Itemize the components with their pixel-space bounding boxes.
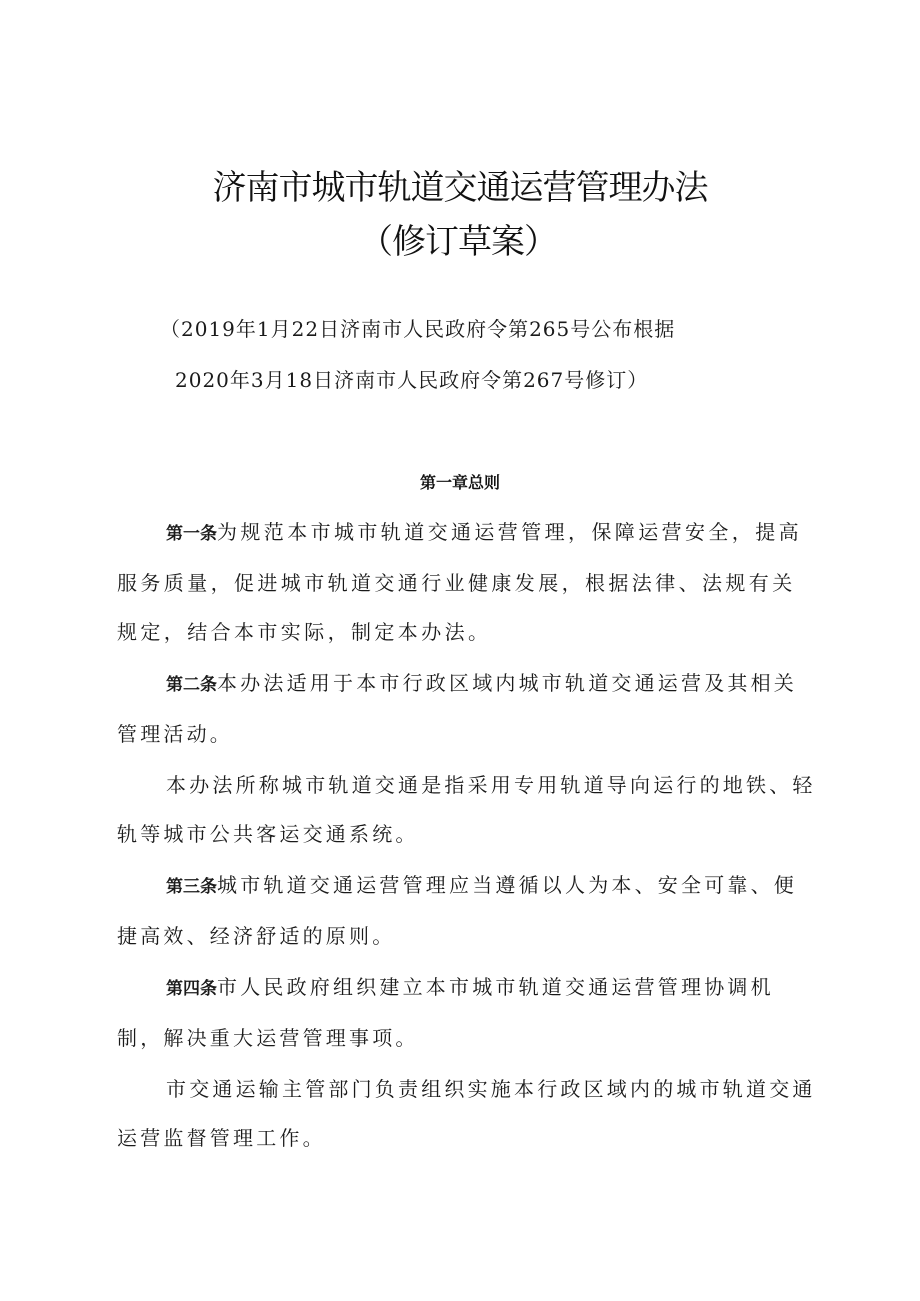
article-label: 第四条 [166, 979, 217, 999]
article-text: 为规范本市城市轨道交通运营管理，保障运营安全，提高服务质量，促进城市轨道交通行业健康发展，根据法律、法规有关规定，结合本市实际，制定本办法。 [117, 520, 802, 644]
article-1 [117, 508, 817, 657]
publication-note-line-1: （2019年1月22日济南市人民政府令第265号公布根据 [160, 317, 676, 341]
chapter-heading: 第一章总则 [419, 473, 500, 492]
publication-note-line-2: 2020年3月18日济南市人民政府令第267号修订） [175, 368, 649, 392]
document-body [117, 508, 817, 1165]
article-text: 本办法适用于本市行政区域内城市轨道交通运营及其相关管理活动。 [117, 671, 797, 746]
article-4 [117, 963, 817, 1063]
article-text: 城市轨道交通运营管理应当遵循以人为本、安全可靠、便捷高效、经济舒适的原则。 [117, 873, 797, 948]
article-3 [117, 861, 817, 961]
document-subtitle: （修订草案） [359, 222, 557, 262]
article-text: 市人民政府组织建立本市城市轨道交通运营管理协调机制，解决重大运营管理事项。 [117, 975, 774, 1050]
article-2-paragraph: 本办法所称城市轨道交通是指采用专用轨道导向运行的地铁、轻轨等城市公共客运交通系统。 [117, 773, 816, 846]
article-label: 第二条 [166, 675, 217, 695]
article-4-paragraph: 市交通运输主管部门负责组织实施本行政区域内的城市轨道交通运营监督管理工作。 [117, 1077, 816, 1150]
document-title: 济南市城市轨道交通运营管理办法 [212, 168, 708, 208]
article-2 [117, 659, 817, 759]
article-label: 第三条 [166, 877, 217, 897]
article-label: 第一条 [166, 524, 217, 544]
